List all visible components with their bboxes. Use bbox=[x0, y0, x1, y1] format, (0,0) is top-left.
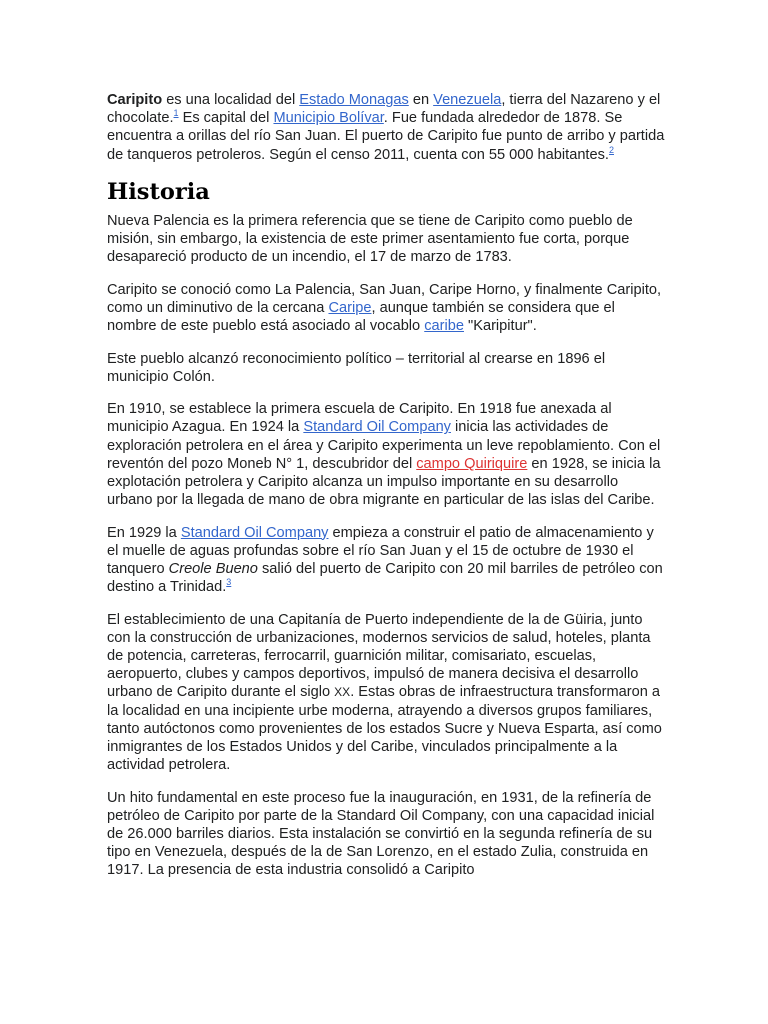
link-standard-oil-company-2[interactable]: Standard Oil Company bbox=[180, 524, 329, 541]
tanker-name: Creole Bueno bbox=[168, 561, 258, 577]
paragraph-refineria: Un hito fundamental en este proceso fue la inauguración, en 1931, de la refinería de petróleo de Caripito por parte de la Standard Oil Company, con una capacidad inicial de 26.000 barriles diarios. Esta instalación se convirtió en la segunda refinería de su tipo en Venezuela, después de la de San Lorenzo, en el estado Zulia, construida en 1917. La presencia de esta industria consolidó a Caripito bbox=[107, 789, 655, 879]
paragraph-nombres: Caripito se conoció como La Palencia, San Juan, Caripe Horno, y finalmente Caripito, como un diminutivo de la cercana Caripe, aunque también se considera que el nombre de este pueblo está asociado al vocablo caribe "Karipitur". bbox=[107, 281, 662, 335]
link-caripe[interactable]: Caripe bbox=[328, 300, 372, 316]
section-heading-historia: Historia bbox=[107, 179, 210, 205]
link-caribe[interactable]: caribe bbox=[424, 318, 464, 335]
paragraph-1929: En 1929 la Standard Oil Company empieza a construir el patio de almacenamiento y el muelle de aguas profundas sobre el río San Juan y el 15 de octubre de 1930 el tanquero Creole Bueno salió del puerto de Caripito con 20 mil barriles de petróleo con destino a Trinidad.$^3$ bbox=[107, 524, 663, 596]
link-estado-monagas[interactable]: Estado Monagas bbox=[299, 92, 409, 108]
paragraph-1910: En 1910, se establece la primera escuela de Caripito. En 1918 fue anexada al municipio Azagua. En 1924 la Standard Oil Company inicia las actividades de exploración petrolera en el área y Caripito experimenta un leve repoblamiento. Con el reventón del pozo Moneb N° 1, descubridor del campo Quiriquire en 1928, se inicia la explotación petrolera y Caripito alcanza un impulso importante en su desarrollo urbano por la llegada de mano de obra migrante en particular de las islas del Caribe. bbox=[107, 401, 661, 509]
article-subject: Caripito bbox=[107, 92, 163, 108]
article-body bbox=[107, 91, 665, 894]
century-numeral: XX bbox=[334, 685, 351, 700]
reference-2-link[interactable]: 2 bbox=[608, 144, 614, 155]
paragraph-reconocimiento: Este pueblo alcanzó reconocimiento político – territorial al crearse en 1896 el municipio Colón. bbox=[107, 350, 606, 385]
reference-1-link[interactable]: 1 bbox=[173, 108, 179, 119]
link-standard-oil-company[interactable]: Standard Oil Company bbox=[303, 419, 451, 436]
link-municipio-bolivar[interactable]: Municipio Bolívar bbox=[273, 110, 384, 127]
reference-3-link[interactable]: 3 bbox=[226, 577, 232, 588]
link-venezuela[interactable]: Venezuela bbox=[433, 92, 502, 108]
redlink-campo-quiriquire[interactable]: campo Quiriquire bbox=[416, 455, 528, 472]
paragraph-capitania: El establecimiento de una Capitanía de Puerto independiente de la de Güiria, junto con la construcción de urbanizaciones, modernos servicios de salud, hoteles, planta de potencia, carreteras, ferrocarril, guarnición militar, comisariato, escuelas, aeropuerto, clubes y campos deportivos, impulsó de manera decisiva el desarrollo urbano de Caripito durante el siglo XX. Estas obras de infraestructura transformaron a la localidad en una incipiente urbe moderna, atrayendo a diversos grupos familiares, tanto autóctonos como provenientes de los estados Sucre y Nueva Esparta, así como inmigrantes de los Estados Unidos y del Caribe, vinculados principalmente a la actividad petrolera. bbox=[107, 611, 662, 774]
intro-paragraph: Caripito es una localidad del Estado Monagas en Venezuela, tierra del Nazareno y el chocolate.$^1$ Es capital del Municipio Bolívar. Fue fundada alrededor de 1878. Se encuentra a orillas del río San Juan. El puerto de Caripito fue punto de arribo y partida de tanqueros petroleros. Según el censo 2011, cuenta con 55 000 habitantes.$^2$ bbox=[107, 92, 665, 163]
paragraph-nueva-palencia: Nueva Palencia es la primera referencia que se tiene de Caripito como pueblo de misión, sin embargo, la existencia de este primer asentamiento fue corta, porque desapareció producto de un incendio, el 17 de marzo de 1783. bbox=[107, 213, 633, 266]
